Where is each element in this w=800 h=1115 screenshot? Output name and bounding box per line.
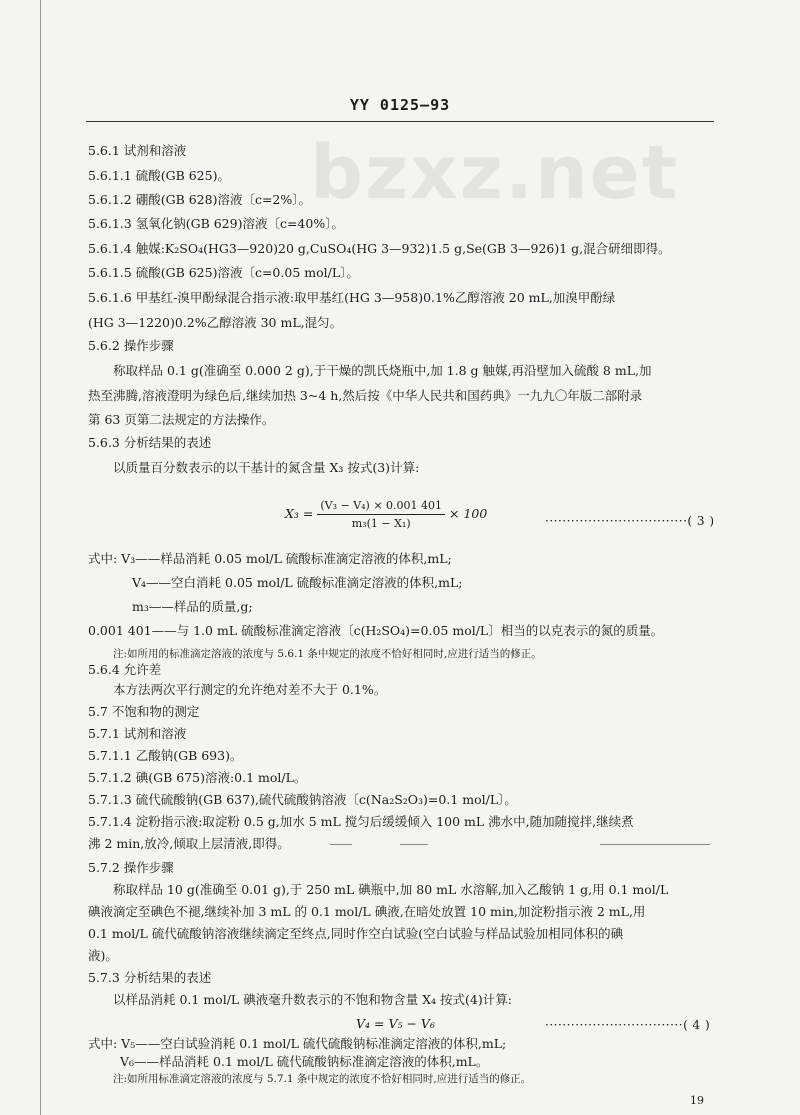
paragraph-5-6-2-line1: 称取样品 0.1 g(准确至 0.000 2 g),于干燥的凯氏烧瓶中,加 1.8 g 触媒,再沿壁加入硫酸 8 mL,加 (113, 363, 652, 378)
item-5-7-1-4: 5.7.1.4 淀粉指示液:取淀粉 0.5 g,加水 5 mL 搅匀后缓缓倾入 100 mL 沸水中,随加随搅拌,继续煮 (88, 814, 634, 829)
section-5-6-3: 5.6.3 分析结果的表述 (88, 435, 212, 450)
section-5-7: 5.7 不饱和物的测定 (88, 704, 200, 719)
formula-3-rhs: × 100 (449, 506, 488, 521)
paragraph-5-6-3: 以质量百分数表示的以干基计的氮含量 X₃ 按式(3)计算: (113, 460, 420, 475)
formula-4-leader: ································( 4 ) (545, 1018, 711, 1032)
item-5-7-1-3: 5.7.1.3 硫代硫酸钠(GB 637),硫代硫酸钠溶液〔c(Na₂S₂O₃)=0.1 mol/L〕。 (88, 792, 517, 807)
page-edge (40, 0, 41, 1115)
formula-3-denominator: m₃(1 − X₁) (351, 517, 411, 530)
document-header: YY 0125—93 (349, 96, 451, 114)
section-5-6-2: 5.6.2 操作步骤 (88, 338, 174, 353)
formula-3-lhs: X₃ = (285, 506, 314, 521)
formula-3-numerator: (V₃ − V₄) × 0.001 401 (317, 499, 445, 515)
page-number: 19 (690, 1094, 704, 1107)
item-5-6-1-6-cont: (HG 3—1220)0.2%乙醇溶液 30 mL,混匀。 (88, 315, 343, 330)
paragraph-5-7-2-line3: 0.1 mol/L 硫代硫酸钠溶液继续滴定至终点,同时作空白试验(空白试验与样品试验加相同体积的碘 (88, 926, 624, 941)
where-v6: V₆——样品消耗 0.1 mol/L 硫代硫酸钠标准滴定溶液的体积,mL。 (120, 1054, 489, 1069)
item-5-6-1-2: 5.6.1.2 硼酸(GB 628)溶液〔c=2%〕。 (88, 192, 312, 207)
item-5-7-1-4-cont: 沸 2 min,放冷,倾取上层清液,即得。 (88, 836, 290, 851)
where-m3: m₃——样品的质量,g; (132, 599, 253, 614)
where-v4: V₄——空白消耗 0.05 mol/L 硫酸标准滴定溶液的体积,mL; (132, 575, 463, 590)
formula-3-fraction (317, 499, 445, 530)
section-5-7-2: 5.7.2 操作步骤 (88, 860, 174, 875)
section-5-7-3: 5.7.3 分析结果的表述 (88, 970, 212, 985)
item-5-6-1-6: 5.6.1.6 甲基红-溴甲酚绿混合指示液:取甲基红(HG 3—958)0.1%乙醇溶液 20 mL,加溴甲酚绿 (88, 290, 616, 305)
scan-mark (600, 844, 710, 845)
section-5-6-4: 5.6.4 允许差 (88, 662, 162, 677)
paragraph-5-7-2-line1: 称取样品 10 g(准确至 0.01 g),于 250 mL 碘瓶中,加 80 mL 水溶解,加入乙酸钠 1 g,用 0.1 mol/L (113, 882, 669, 897)
item-5-6-1-1: 5.6.1.1 硫酸(GB 625)。 (88, 168, 230, 183)
where-constant: 0.001 401——与 1.0 mL 硫酸标准滴定溶液〔c(H₂SO₄)=0.05 mol/L〕相当的以克表示的氮的质量。 (88, 623, 664, 638)
paragraph-5-6-4: 本方法两次平行测定的允许绝对差不大于 0.1%。 (113, 682, 387, 697)
paragraph-5-6-2-line2: 热至沸腾,溶液澄明为绿色后,继续加热 3~4 h,然后按《中华人民共和国药典》一九九〇年版二部附录 (88, 388, 643, 403)
paragraph-5-7-2-line2: 碘液滴定至碘色不褪,继续补加 3 mL 的 0.1 mol/L 碘液,在暗处放置 10 min,加淀粉指示液 2 mL,用 (88, 904, 646, 919)
watermark: bzxz.net (310, 130, 680, 216)
paragraph-5-7-2-line4: 液)。 (88, 948, 118, 963)
formula-4: V₄ = V₅ − V₆ (356, 1016, 435, 1031)
where-v3: 式中: V₃——样品消耗 0.05 mol/L 硫酸标准滴定溶液的体积,mL; (88, 551, 452, 566)
header-rule (86, 121, 714, 122)
note-5-6: 注:如所用的标准滴定溶液的浓度与 5.6.1 条中规定的浓度不恰好相同时,应进行适当的修正。 (113, 648, 542, 660)
scan-mark (400, 844, 428, 845)
paragraph-5-6-2-line3: 第 63 页第二法规定的方法操作。 (88, 412, 275, 427)
item-5-6-1-3: 5.6.1.3 氢氧化钠(GB 629)溶液〔c=40%〕。 (88, 216, 344, 231)
formula-3 (285, 499, 487, 530)
paragraph-5-7-3: 以样品消耗 0.1 mol/L 碘液毫升数表示的不饱和物含量 X₄ 按式(4)计算: (113, 992, 512, 1007)
item-5-7-1-2: 5.7.1.2 碘(GB 675)溶液:0.1 mol/L。 (88, 770, 307, 785)
item-5-6-1-4: 5.6.1.4 触媒:K₂SO₄(HG3—920)20 g,CuSO₄(HG 3—932)1.5 g,Se(GB 3—926)1 g,混合研细即得。 (88, 241, 671, 256)
item-5-6-1-5: 5.6.1.5 硫酸(GB 625)溶液〔c=0.05 mol/L〕。 (88, 265, 359, 280)
section-5-6-1: 5.6.1 试剂和溶液 (88, 143, 187, 158)
note-5-7: 注:如所用标准滴定溶液的浓度与 5.7.1 条中规定的浓度不恰好相同时,应进行适当的修正。 (113, 1073, 532, 1085)
formula-3-leader: ·································( 3 ) (545, 514, 715, 528)
section-5-7-1: 5.7.1 试剂和溶液 (88, 726, 187, 741)
scan-mark (330, 844, 352, 845)
item-5-7-1-1: 5.7.1.1 乙酸钠(GB 693)。 (88, 748, 243, 763)
where-v5: 式中: V₅——空白试验消耗 0.1 mol/L 硫代硫酸钠标准滴定溶液的体积,mL; (88, 1036, 507, 1051)
